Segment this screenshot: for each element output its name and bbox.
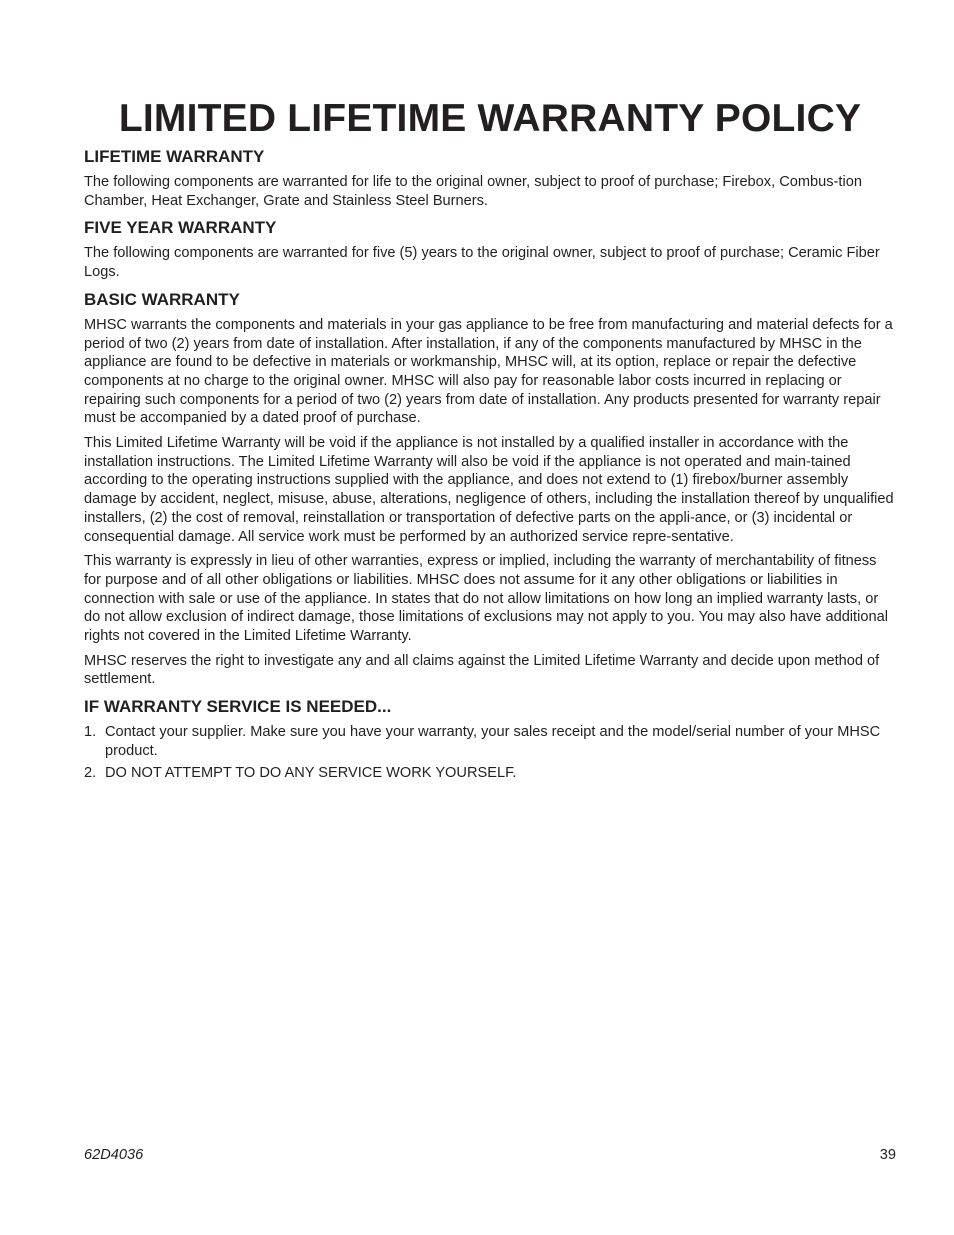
list-item-number: 2. xyxy=(84,764,97,781)
warranty-service-heading: IF WARRANTY SERVICE IS NEEDED... xyxy=(84,697,392,717)
lifetime-warranty-heading: LIFETIME WARRANTY xyxy=(84,147,265,166)
basic-warranty-heading: BASIC WARRANTY xyxy=(84,289,240,309)
five-year-warranty-section xyxy=(84,217,896,281)
page-number: 39 xyxy=(879,1147,896,1163)
service-steps-list xyxy=(84,723,896,782)
warranty-service-section xyxy=(84,696,896,782)
basic-warranty-paragraph: This warranty is expressly in lieu of other warranties, express or implied, including the warranty of merchantability of fitness for purpose and of all other obligations or liabilities. MHSC does not assume for it any other obligations or liabilities in connection with sale or use of the appliance. In states that do not allow limitations on how long an implied warranty lasts, or do not allow exclusion of indirect damage, those limitations of exclusions may not apply to you. You may also have additional rights not covered in the Limited Lifetime Warranty. xyxy=(84,553,888,645)
basic-warranty-paragraph: MHSC reserves the right to investigate any and all claims against the Limited Lifetime Warranty and decide upon method of settlement. xyxy=(84,652,880,688)
five-year-warranty-heading: FIVE YEAR WARRANTY xyxy=(84,218,277,238)
page-title: LIMITED LIFETIME WARRANTY POLICY xyxy=(118,97,862,140)
five-year-warranty-text: The following components are warranted for five (5) years to the original owner, subject to proof of purchase; Ceramic Fiber Logs. xyxy=(84,245,880,281)
page-content xyxy=(84,146,896,782)
basic-warranty-section xyxy=(84,289,896,689)
list-item-number: 1. xyxy=(84,724,97,741)
basic-warranty-paragraph: This Limited Lifetime Warranty will be void if the appliance is not installed by a qualified installer in accordance with the installation instructions. The Limited Lifetime Warranty will also be void if the appliance is not operated and main-tained according to the operating instructions supplied with the appliance, and does not extend to (1) firebox/burner assembly damage by accident, neglect, misuse, abuse, alterations, negligence of others, including the installation thereof by unqualified installers, (2) the cost of removal, reinstallation or transportation of defective parts on the appli-ance, or (3) incidental or consequential damage. All service work must be performed by an authorized service repre-sentative. xyxy=(84,435,894,545)
document-number: 62D4036 xyxy=(84,1147,144,1163)
basic-warranty-paragraph: MHSC warrants the components and materials in your gas appliance to be free from manufacturing and material defects for a period of two (2) years from date of installation. After installation, if any of the components manufactured by MHSC in the appliance are found to be defective in materials or workmanship, MHSC will, at its option, replace or repair the defective components at no charge to the original owner. MHSC will also pay for reasonable labor costs incurred in replacing or repairing such components for a period of two (2) years from date of installation. Any products presented for warranty repair must be accompanied by a dated proof of purchase. xyxy=(84,316,893,427)
lifetime-warranty-section xyxy=(84,146,896,210)
lifetime-warranty-text: The following components are warranted for life to the original owner, subject to proof of purchase; Firebox, Combus-tion Chamber, Heat Exchanger, Grate and Stainless Steel Burners. xyxy=(84,174,862,209)
list-item xyxy=(84,723,896,760)
list-item xyxy=(84,764,896,783)
list-item-text: DO NOT ATTEMPT TO DO ANY SERVICE WORK YOURSELF. xyxy=(105,764,517,781)
list-item-text: Contact your supplier. Make sure you have your warranty, your sales receipt and the model/serial number of your MHSC product. xyxy=(105,724,881,759)
